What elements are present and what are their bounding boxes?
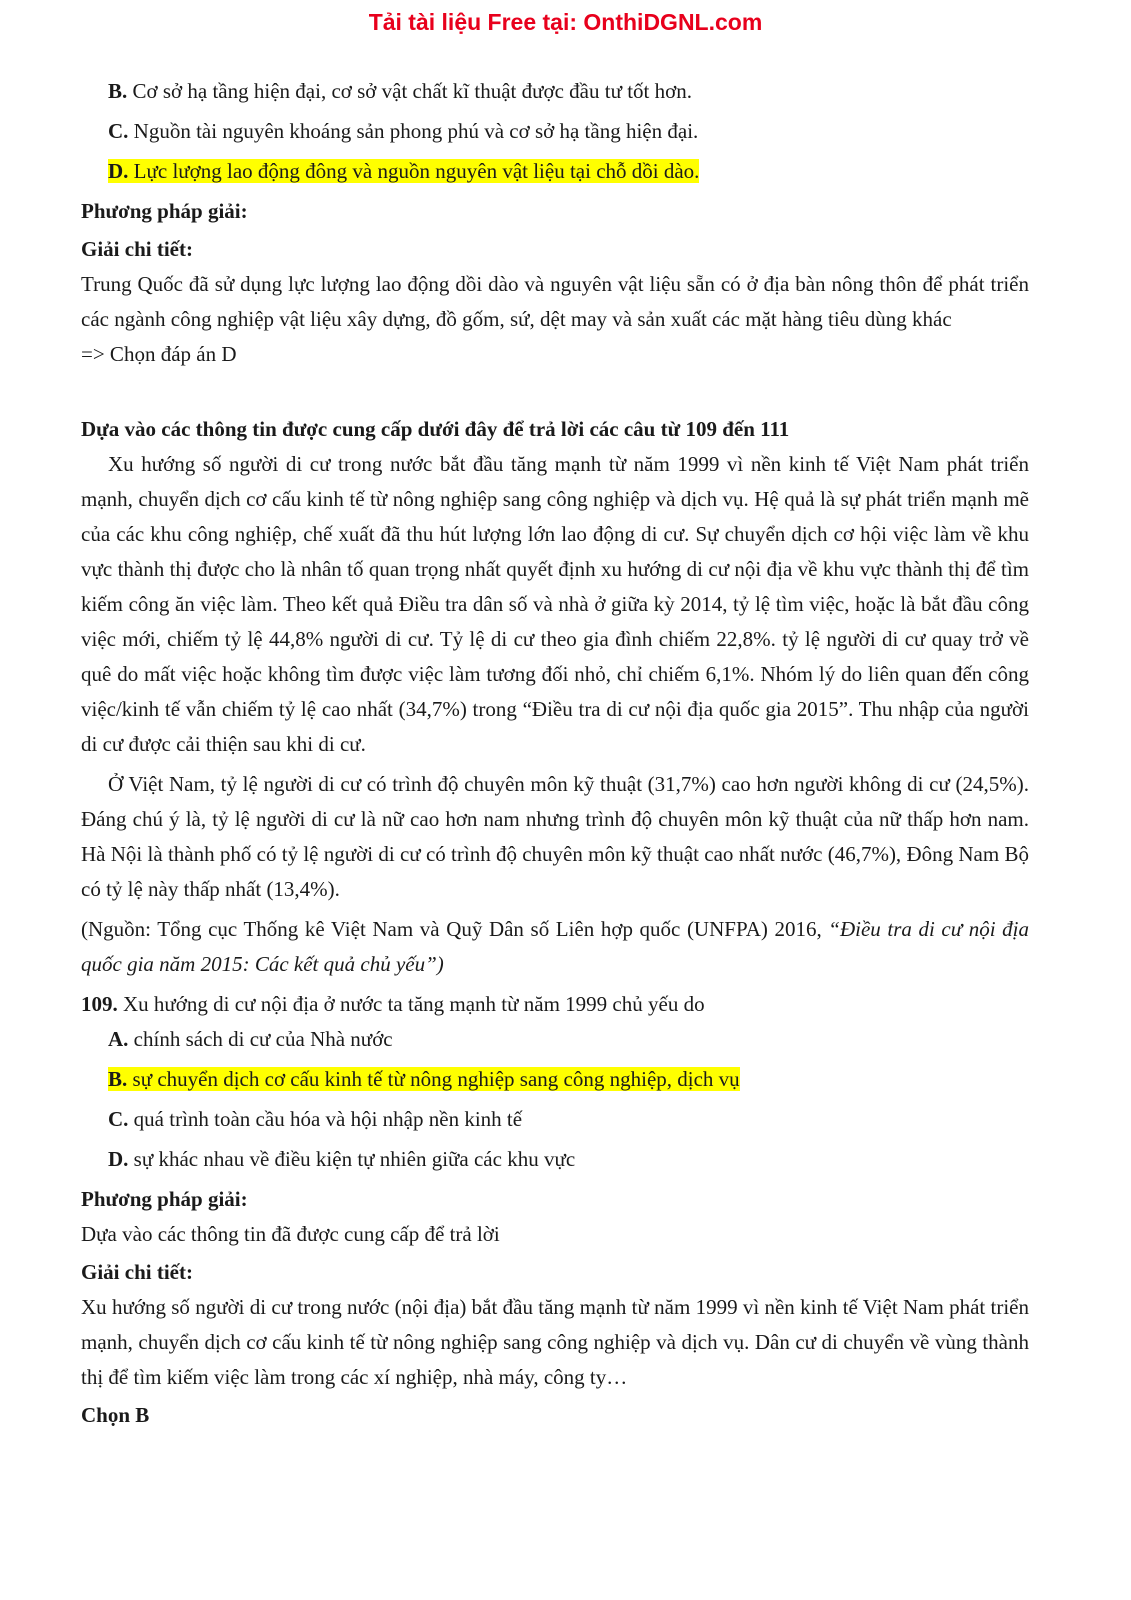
passage-paragraph-1: Xu hướng số người di cư trong nước bắt đầu tăng mạnh từ năm 1999 vì nền kinh tế Việt Nam phát triển mạnh, chuyển dịch cơ cấu kinh tế từ nông nghiệp sang công nghiệp và dịch vụ. Hệ quả là sự phát triển mạnh mẽ của các khu công nghiệp, chế xuất đã thu hút lượng lớn lao động di cư. Sự chuyển dịch cơ hội việc làm về khu vực thành thị được cho là nhân tố quan trọng nhất quyết định xu hướng di cư nội địa về khu vực thành thị để tìm kiếm công ăn việc làm. Theo kết quả Điều tra dân số và nhà ở giữa kỳ 2014, tỷ lệ tìm việc, hoặc là bắt đầu công việc mới, chiếm tỷ lệ 44,8% người di cư. Tỷ lệ di cư theo gia đình chiếm 22,8%. tỷ lệ người di cư quay trở về quê do mất việc hoặc không tìm được việc làm tương đối nhỏ, chỉ chiếm 6,1%. Nhóm lý do liên quan đến công việc/kinh tế vẫn chiếm tỷ lệ cao nhất (34,7%) trong “Điều tra di cư nội địa quốc gia 2015”. Thu nhập của người di cư được cải thiện sau khi di cư. xyxy=(81,452,1029,756)
method-label: Phương pháp giải: xyxy=(81,199,248,223)
option-letter: D. xyxy=(108,159,129,183)
option-letter: B. xyxy=(108,79,128,103)
option-letter: D. xyxy=(108,1147,129,1171)
option-text: quá trình toàn cầu hóa và hội nhập nền kinh tế xyxy=(133,1107,523,1131)
answer-highlight xyxy=(108,1067,740,1091)
passage-title: Dựa vào các thông tin được cung cấp dưới đây để trả lời các câu từ 109 đến 111 xyxy=(81,417,790,441)
answer-line: => Chọn đáp án D xyxy=(81,342,237,366)
option-letter: B. xyxy=(108,1067,128,1091)
prev-option-c xyxy=(81,114,1029,149)
option-text: Lực lượng lao động đông và nguồn nguyên vật liệu tại chỗ dồi dào. xyxy=(133,159,700,183)
option-letter: C. xyxy=(108,119,129,143)
option-text: Cơ sở hạ tầng hiện đại, cơ sở vật chất kĩ thuật được đầu tư tốt hơn. xyxy=(132,79,692,103)
passage-paragraph-2: Ở Việt Nam, tỷ lệ người di cư có trình độ chuyên môn kỹ thuật (31,7%) cao hơn người không di cư (24,5%). Đáng chú ý là, tỷ lệ người di cư là nữ cao hơn nam nhưng trình độ chuyên môn kỹ thuật của nữ thấp hơn nam. Hà Nội là thành phố có tỷ lệ người di cư có trình độ chuyên môn kỹ thuật cao nhất nước (46,7%), Đông Nam Bộ có tỷ lệ này thấp nhất (13,4%). xyxy=(81,772,1029,901)
q109-option-a xyxy=(81,1022,1029,1057)
option-letter: C. xyxy=(108,1107,129,1131)
option-text: chính sách di cư của Nhà nước xyxy=(133,1027,393,1051)
option-text: sự khác nhau về điều kiện tự nhiên giữa các khu vực xyxy=(133,1147,576,1171)
source-text: (Nguồn: Tổng cục Thống kê Việt Nam và Quỹ Dân số Liên hợp quốc (UNFPA) 2016, xyxy=(81,917,829,941)
answer-highlight xyxy=(108,159,699,183)
passage-source xyxy=(81,912,1029,982)
prev-option-b xyxy=(81,74,1029,109)
option-letter: A. xyxy=(108,1027,129,1051)
answer-line: Chọn B xyxy=(81,1403,150,1427)
question-stem: Xu hướng di cư nội địa ở nước ta tăng mạnh từ năm 1999 chủ yếu do xyxy=(123,992,705,1016)
question-number: 109. xyxy=(81,992,118,1016)
detail-text: Trung Quốc đã sử dụng lực lượng lao động dồi dào và nguyên vật liệu sẵn có ở địa bàn nông thôn để phát triển các ngành công nghiệp vật liệu xây dựng, đồ gốm, sứ, dệt may và sản xuất các mặt hàng tiêu dùng khác xyxy=(81,272,1029,331)
prev-option-d-correct xyxy=(81,154,1029,189)
method-text: Dựa vào các thông tin đã được cung cấp để trả lời xyxy=(81,1222,500,1246)
page-content xyxy=(81,74,1029,1433)
option-text: sự chuyển dịch cơ cấu kinh tế từ nông nghiệp sang công nghiệp, dịch vụ xyxy=(132,1067,740,1091)
q109-option-b-correct xyxy=(81,1062,1029,1097)
q109-option-c xyxy=(81,1102,1029,1137)
detail-text: Xu hướng số người di cư trong nước (nội địa) bắt đầu tăng mạnh từ năm 1999 vì nền kinh tế Việt Nam phát triển mạnh, chuyển dịch cơ cấu kinh tế từ nông nghiệp sang công nghiệp và dịch vụ. Dân cư di chuyển về vùng thành thị để tìm kiếm việc làm trong các xí nghiệp, nhà máy, công ty… xyxy=(81,1295,1029,1389)
q109-option-d xyxy=(81,1142,1029,1177)
method-label: Phương pháp giải: xyxy=(81,1187,248,1211)
option-text: Nguồn tài nguyên khoáng sản phong phú và cơ sở hạ tầng hiện đại. xyxy=(133,119,699,143)
source-title: “Điều tra di cư nội địa quốc gia năm 2015: Các kết quả chủ yếu”) xyxy=(81,917,1029,976)
detail-label: Giải chi tiết: xyxy=(81,237,193,261)
question-109 xyxy=(81,987,1029,1022)
site-header-link[interactable]: Tải tài liệu Free tại: OnthiDGNL.com xyxy=(368,9,763,35)
spacer xyxy=(81,372,1029,412)
detail-label: Giải chi tiết: xyxy=(81,1260,193,1284)
